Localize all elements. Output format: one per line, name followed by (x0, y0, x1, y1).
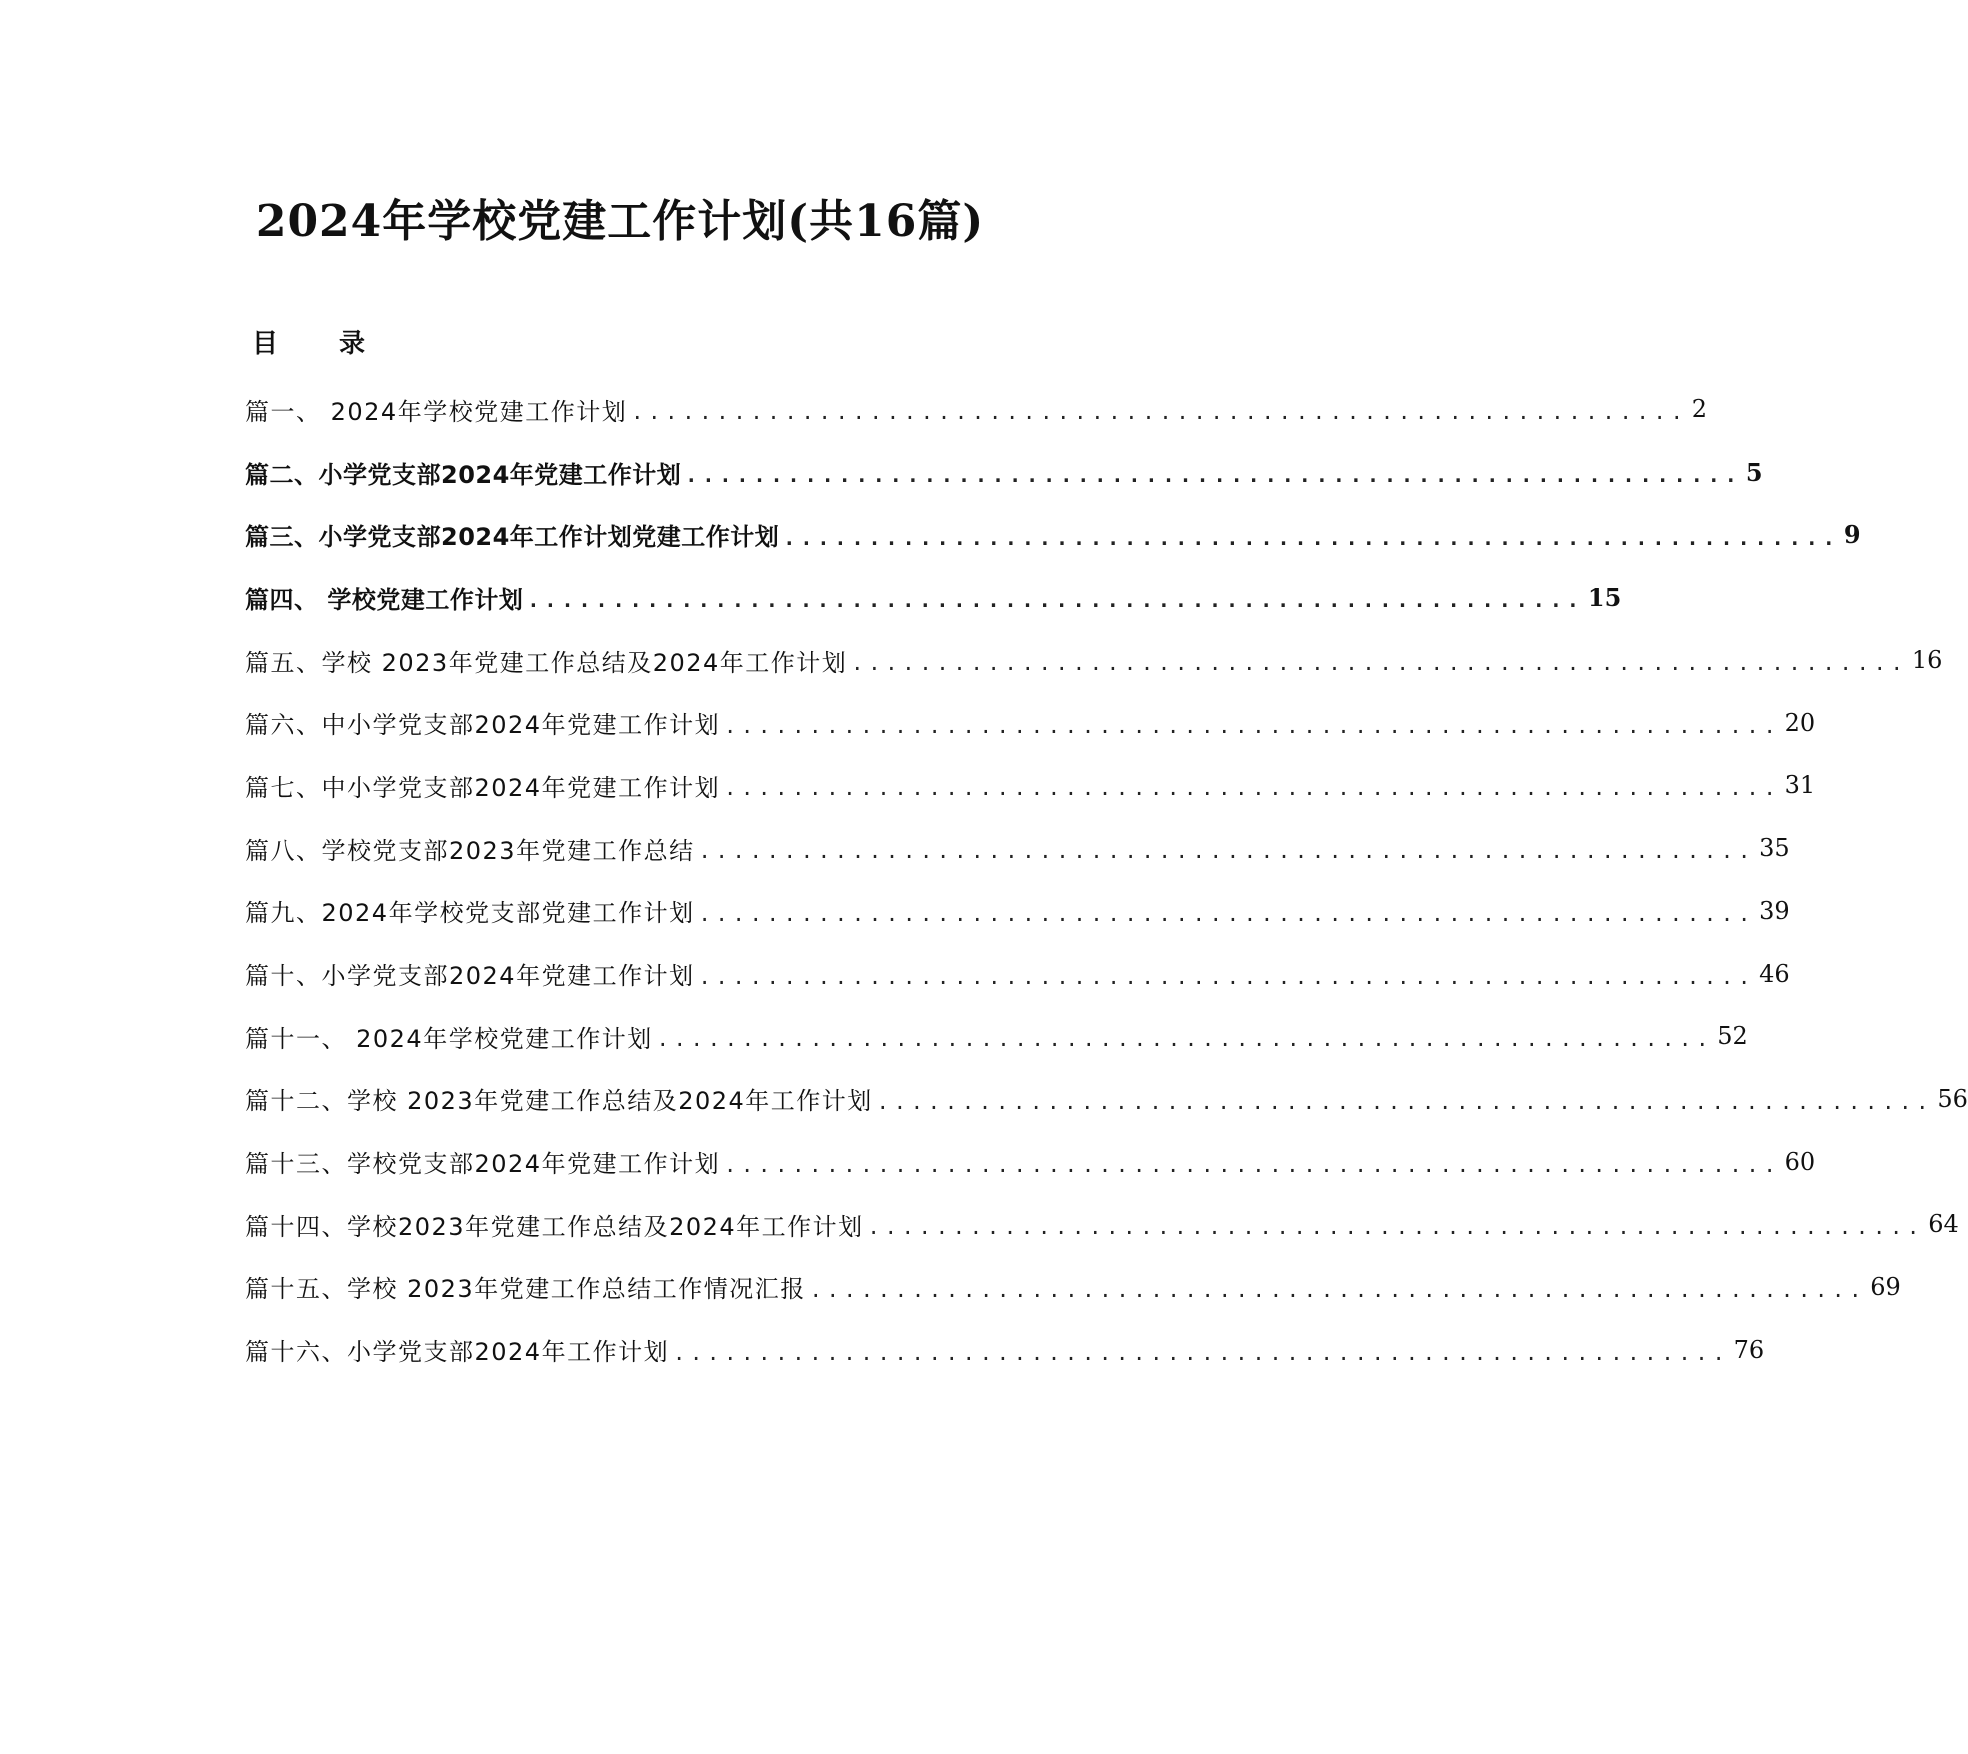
toc-page-number: 39 (1759, 896, 1790, 925)
toc-entry-title: 篇八、学校党支部2023年党建工作总结 (245, 836, 695, 865)
toc-entry-title: 篇十四、学校2023年党建工作总结及2024年工作计划 (245, 1212, 864, 1241)
toc-entry[interactable] (245, 691, 1816, 754)
toc-entry[interactable] (245, 1318, 1765, 1381)
toc-page-number: 2 (1691, 395, 1708, 424)
toc-page-number: 15 (1587, 582, 1622, 612)
toc-entry-title: 篇一、 2024年学校党建工作计划 (245, 397, 628, 426)
toc-entry[interactable] (245, 1256, 1901, 1319)
toc-page-number: 52 (1717, 1022, 1748, 1051)
toc-page-number: 5 (1745, 457, 1763, 487)
toc-entry-title: 篇十、小学党支部2024年党建工作计划 (245, 962, 695, 991)
toc-dot-leader: .............................................................. (724, 713, 1781, 738)
toc-entry-title: 篇四、 学校党建工作计划 (245, 585, 524, 614)
toc-page-number: 60 (1784, 1147, 1816, 1176)
toc-entry-title: 篇六、中小学党支部2024年党建工作计划 (245, 711, 721, 740)
toc-entry-title: 篇十三、学校党支部2024年党建工作计划 (245, 1150, 721, 1179)
toc-dot-leader: .............................................................. (724, 1152, 1781, 1177)
toc-entry[interactable] (245, 817, 1790, 880)
toc-entry[interactable] (245, 1130, 1816, 1193)
toc-dot-leader: .............................................................. (698, 839, 1756, 864)
table-of-contents (245, 378, 1968, 1381)
toc-page-number: 76 (1733, 1335, 1765, 1364)
toc-dot-leader: .............................................................. (656, 1027, 1714, 1052)
toc-entry[interactable] (245, 1005, 1748, 1068)
toc-dot-leader: .............................................................. (673, 1340, 1730, 1365)
toc-entry-title: 篇五、学校 2023年党建工作总结及2024年工作计划 (245, 648, 848, 677)
document-title: 2024年学校党建工作计划(共16篇) (255, 196, 985, 247)
toc-entry-title: 篇十二、学校 2023年党建工作总结及2024年工作计划 (245, 1087, 873, 1116)
toc-dot-leader: .............................................................. (698, 901, 1756, 926)
toc-entry[interactable] (245, 1193, 1959, 1256)
toc-entry[interactable] (245, 1068, 1968, 1131)
toc-entry[interactable] (245, 754, 1816, 817)
toc-page-number: 20 (1784, 708, 1816, 737)
toc-dot-leader: .............................................................. (724, 776, 1781, 801)
toc-entry-title: 篇九、2024年学校党支部党建工作计划 (245, 899, 695, 928)
toc-page-number: 31 (1784, 771, 1816, 800)
toc-entry-title: 篇三、小学党支部2024年工作计划党建工作计划 (245, 523, 780, 552)
toc-entry[interactable] (245, 441, 1763, 504)
toc-page-number: 56 (1937, 1084, 1968, 1113)
toc-entry[interactable] (245, 880, 1790, 943)
toc-dot-leader: .............................................................. (876, 1089, 1934, 1114)
toc-entry[interactable] (245, 378, 1708, 441)
toc-dot-leader: .............................................................. (783, 525, 1840, 550)
toc-entry-title: 篇七、中小学党支部2024年党建工作计划 (245, 773, 721, 802)
toc-heading: 目 录 (252, 329, 392, 359)
toc-entry[interactable] (245, 942, 1790, 1005)
toc-dot-leader: .............................................................. (851, 651, 1908, 676)
toc-page-number: 9 (1843, 520, 1861, 550)
toc-entry[interactable] (245, 566, 1622, 629)
toc-dot-leader: .............................................................. (698, 964, 1756, 989)
toc-entry-title: 篇二、小学党支部2024年党建工作计划 (245, 460, 682, 489)
toc-entry-title: 篇十一、 2024年学校党建工作计划 (245, 1024, 653, 1053)
toc-page-number: 64 (1928, 1210, 1959, 1239)
toc-dot-leader: .............................................................. (809, 1277, 1867, 1302)
toc-dot-leader: .............................................................. (685, 463, 1742, 488)
toc-dot-leader: .............................................................. (631, 400, 1688, 425)
toc-dot-leader: .............................................................. (527, 588, 1584, 613)
toc-dot-leader: .............................................................. (867, 1215, 1925, 1240)
toc-page-number: 16 (1911, 646, 1943, 675)
toc-page-number: 46 (1759, 959, 1790, 988)
toc-entry-title: 篇十六、小学党支部2024年工作计划 (245, 1338, 670, 1367)
toc-page-number: 69 (1870, 1272, 1901, 1301)
toc-entry[interactable] (245, 629, 1943, 692)
toc-page-number: 35 (1759, 834, 1790, 863)
toc-entry-title: 篇十五、学校 2023年党建工作总结工作情况汇报 (245, 1275, 806, 1304)
toc-entry[interactable] (245, 503, 1861, 566)
